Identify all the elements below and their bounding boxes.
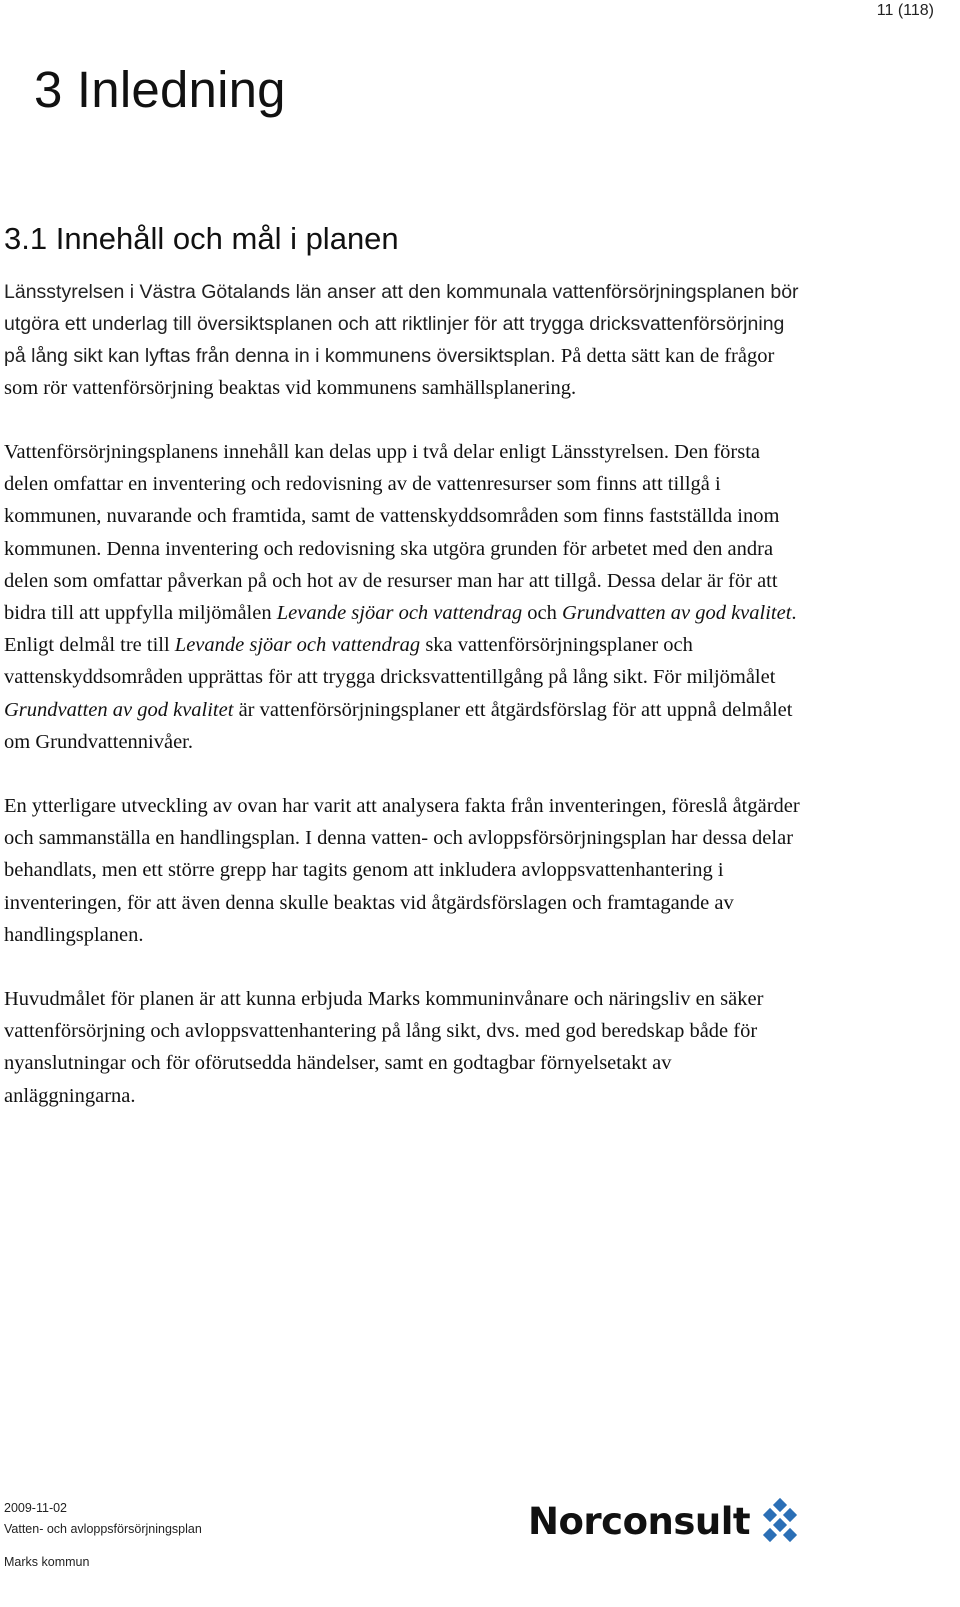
- footer-organization: Marks kommun: [4, 1555, 90, 1569]
- intro-paragraph: [4, 276, 804, 404]
- para2-emphasis-1: Levande sjöar och vattendrag: [276, 602, 523, 625]
- intro-part2: På detta sätt kan de frågor som rör vattenförsörjning beaktas vid kommunens samhällsplanering.: [4, 345, 775, 399]
- logo-text: Norconsult: [528, 1499, 751, 1543]
- paragraph-content-parts: [4, 436, 804, 758]
- body-text: [4, 276, 804, 1112]
- para2-text-4: ska vattenförsörjningsplaner och vattenskyddsområden upprättas för att trygga dricksvattentillgång på lång sikt. För miljömålet: [4, 634, 776, 689]
- norconsult-logo: [528, 1497, 804, 1545]
- para2-emphasis-3: Levande sjöar och vattendrag: [174, 634, 421, 657]
- intro-part1: Länsstyrelsen i Västra Götalands län anser att den kommunala vattenförsörjningsplanen bör utgöra ett underlag till översiktsplanen och att riktlinjer för att trygga dricksvattenförsörjning på lång sikt kan lyftas från denna in i kommunens översiktsplan.: [4, 281, 799, 367]
- norconsult-diamond-icon: [756, 1497, 804, 1545]
- paragraph-main-goal: Huvudmålet för planen är att kunna erbjuda Marks kommuninvånare och näringsliv en säker vattenförsörjning och avloppsvattenhantering på lång sikt, dvs. med god beredskap både för nyanslutningar och för oförutsedda händelser, samt en godtagbar förnyelsetakt av anläggningarna.: [4, 988, 764, 1107]
- chapter-title: 3 Inledning: [34, 61, 286, 118]
- page-number: 11 (118): [876, 2, 934, 19]
- para2-text-1: Vattenförsörjningsplanens innehåll kan delas upp i två delar enligt Länsstyrelsen. Den första delen omfattar en inventering och redovisning av de vattenresurser som finns att tillgå i kommunen, nuvarande och framtida, samt de vattenskyddsområden som finns fastställda inom kommunen. Denna inventering och redovisning ska utgöra grunden för arbetet med den andra delen som omfattar påverkan på och hot av de resurser man har att tillgå. Dessa delar är för att bidra till att uppfylla miljömålen: [4, 441, 780, 625]
- para2-emphasis-2: Grundvatten av god kvalitet: [561, 602, 792, 625]
- section-title: 3.1 Innehåll och mål i planen: [4, 221, 399, 256]
- paragraph-development: En ytterligare utveckling av ovan har varit att analysera fakta från inventeringen, föreslå åtgärder och sammanställa en handlingsplan. I denna vatten- och avloppsförsörjningsplan har dessa delar behandlats, men ett större grepp har tagits genom att inkludera avloppsvattenhantering i inventeringen, för att även denna skulle beaktas vid åtgärdsförslagen och framtagande av handlingsplanen.: [4, 795, 800, 946]
- footer-date: 2009-11-02: [4, 1501, 68, 1515]
- para2-emphasis-4: Grundvatten av god kvalitet: [4, 698, 234, 721]
- para2-text-3: . Enligt delmål tre till: [4, 602, 797, 657]
- footer-info: [4, 1498, 202, 1573]
- footer-document-title: Vatten- och avloppsförsörjningsplan: [4, 1522, 202, 1536]
- para2-text-5: är vattenförsörjningsplaner ett åtgärdsförslag för att uppnå delmålet om Grundvattennivåer.: [4, 698, 793, 753]
- para2-text-2: och: [522, 602, 562, 625]
